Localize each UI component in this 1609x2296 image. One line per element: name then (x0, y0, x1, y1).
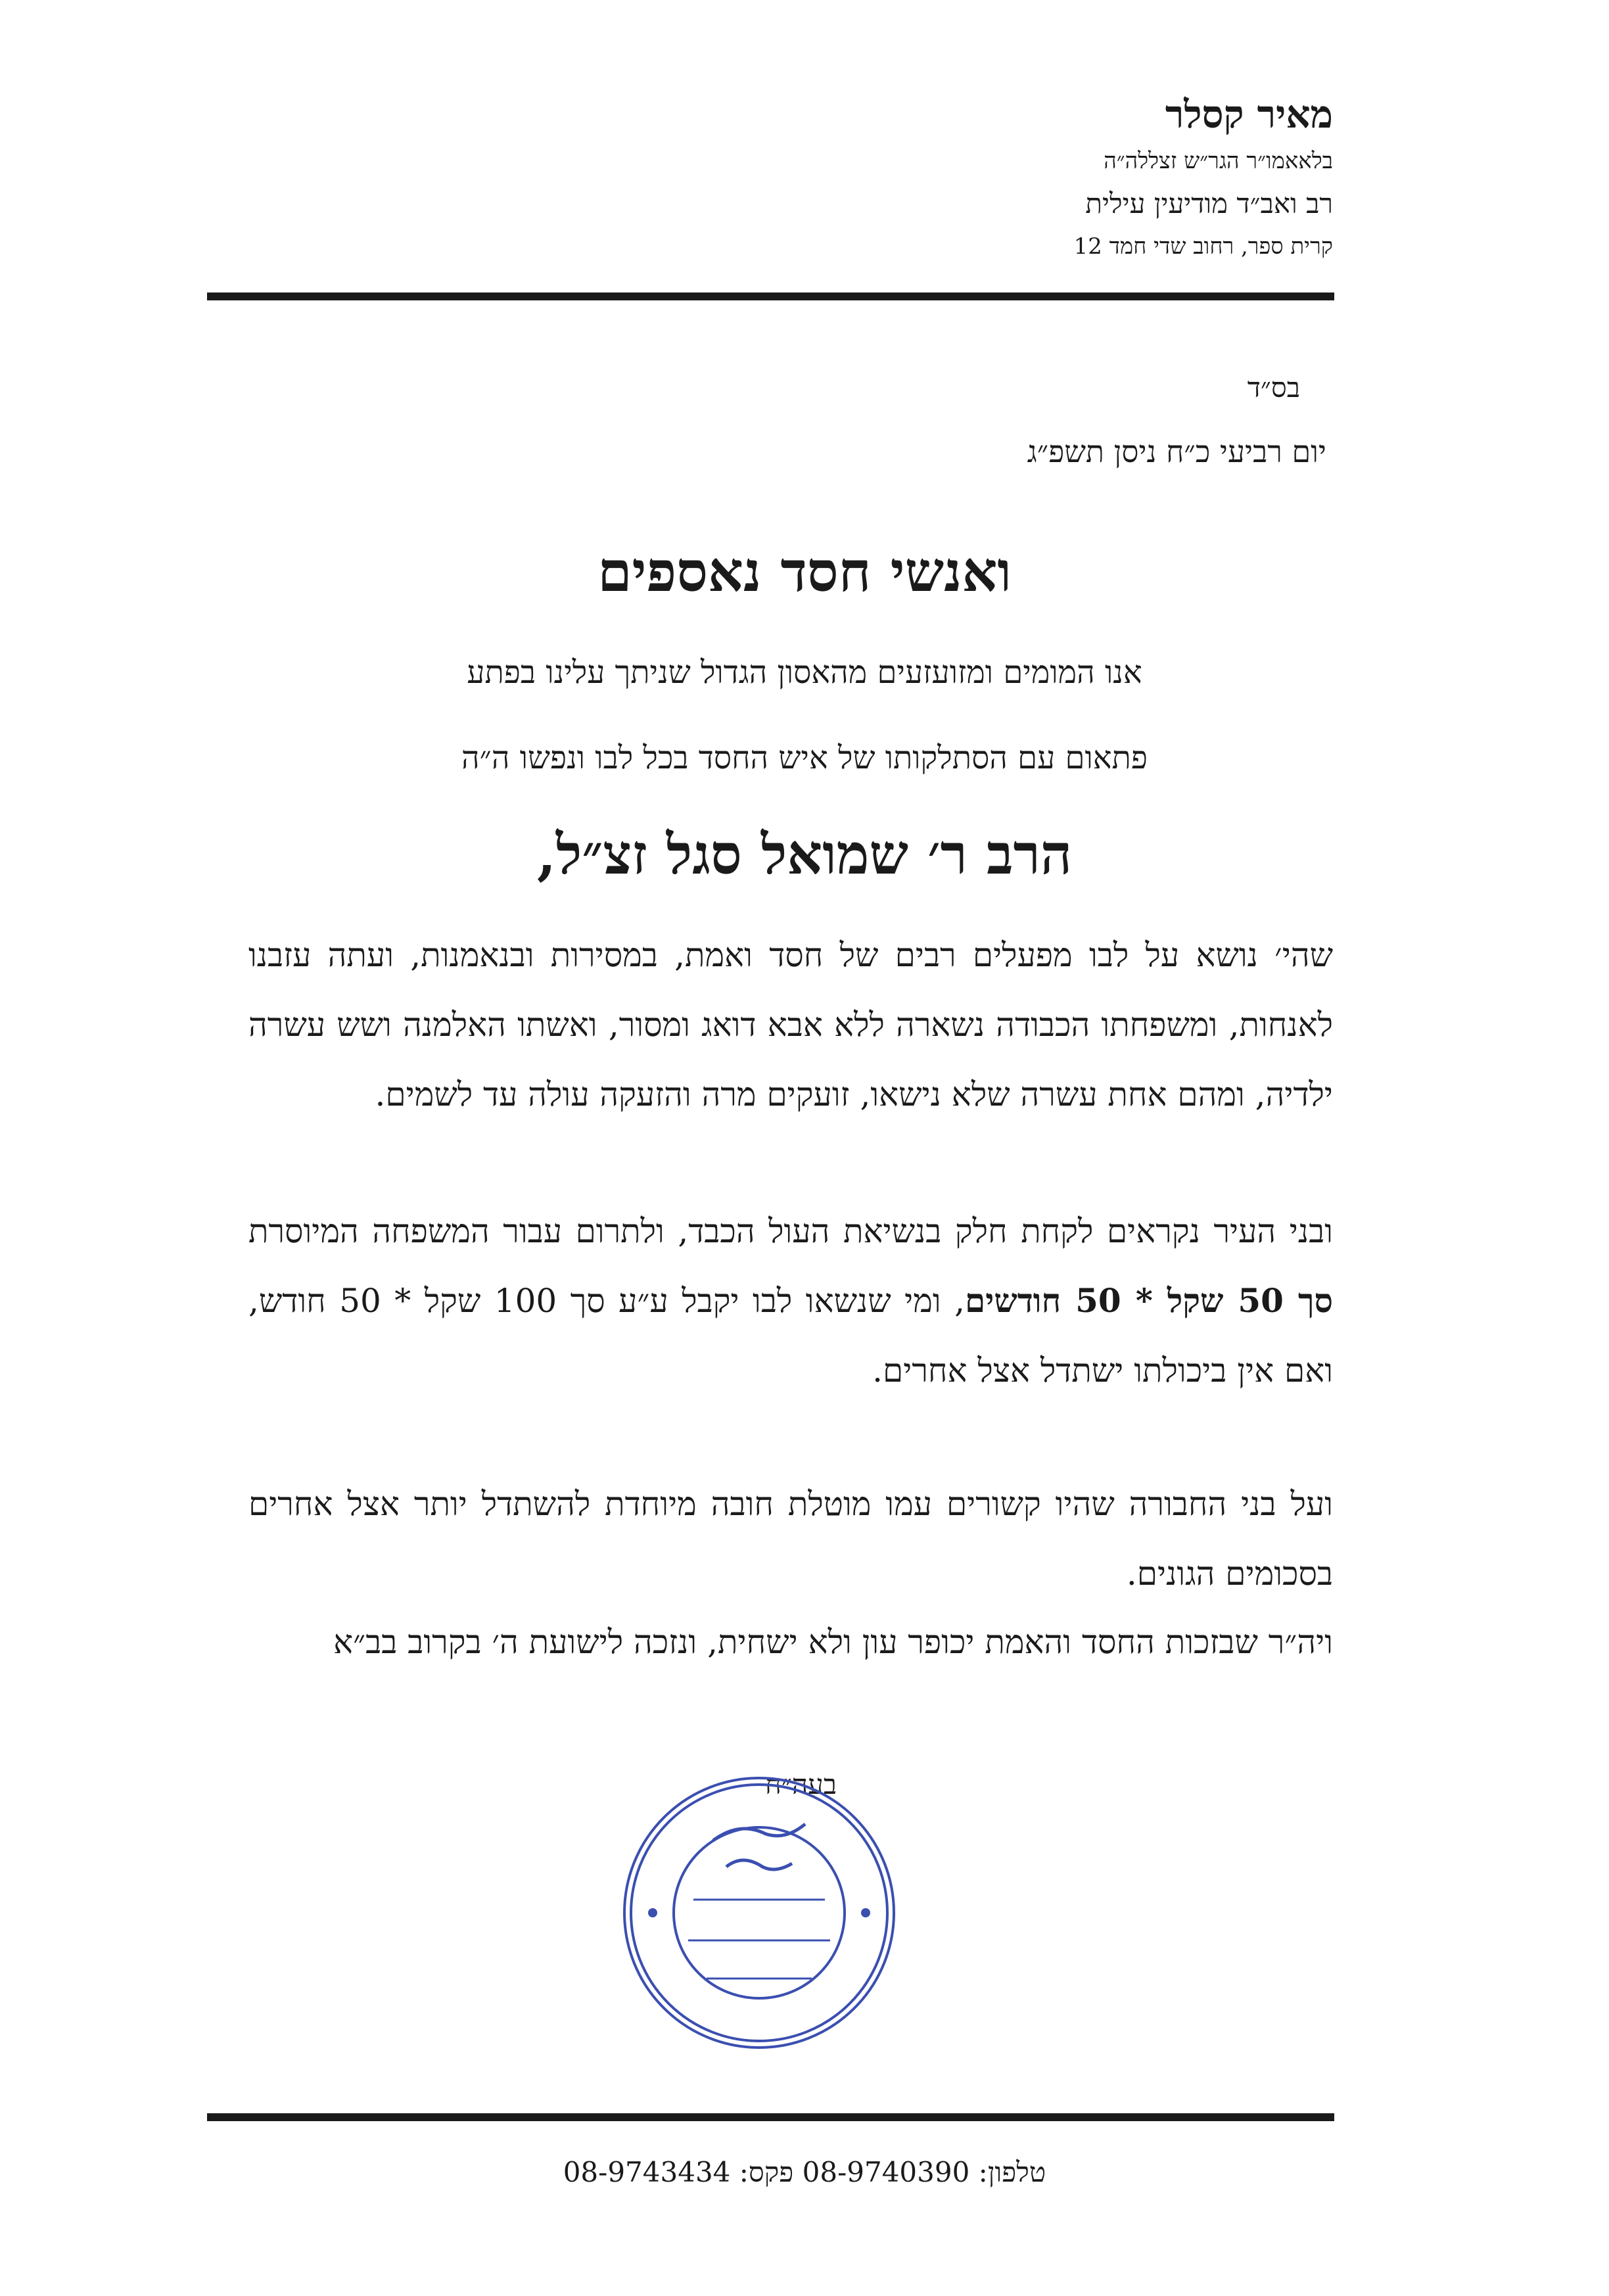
paragraph-2 (248, 1196, 1333, 1405)
paragraph-2-part-b: , ומי שנשאו לבו יקבל ע״ע סך 100 שקל * 50 חודש, ואם אין ביכולתו ישתדל אצל אחרים. (248, 1282, 1333, 1390)
footer-contact: טלפון: 08-9740390 פקס: 08-9743434 (563, 2156, 1046, 2188)
letterhead-name: מאיר קסלר (1165, 92, 1333, 137)
intro-line-2: פתאום עם הסתלקותו של איש החסד בכל לבו ונפשו ה״ה (461, 739, 1148, 776)
header-divider (207, 293, 1334, 300)
paragraph-2-part-a: ובני העיר נקראים לקחת חלק בנשיאת העול הכבד, ולתרום עבור המשפחה המיוסרת (248, 1212, 1333, 1250)
letter-title: ואנשי חסד נאספים (597, 539, 1012, 604)
bsd-mark: בס״ד (1247, 371, 1300, 404)
letter-date: יום רביעי כ״ח ניסן תשפ״ג (1027, 434, 1326, 469)
signoff: בעה״ח (765, 1768, 837, 1800)
letterhead-lineage: בלאאמו״ר הגר״ש זצללה״ה (1104, 148, 1333, 174)
letterhead-address: קרית ספר, רחוב שדי חמד 12 (1073, 233, 1333, 260)
letterhead-title: רב ואב״ד מודיעין עילית (1085, 187, 1333, 220)
footer-divider (207, 2113, 1334, 2121)
deceased-name: הרב ר׳ שמואל סגל זצ״ל, (536, 822, 1073, 887)
intro-line-1: אנו המומים ומזועזעים מהאסון הגדול שניתך עלינו בפתע (467, 654, 1142, 691)
rabbi-stamp (615, 1768, 904, 2057)
paragraph-3: ועל בני החבורה שהיו קשורים עמו מוטלת חובה מיוחדת להשתדל יותר אצל אחרים בסכומים הגונים. (248, 1485, 1333, 1593)
paragraph-4: ויה״ר שבזכות החסד והאמת יכופר עון ולא ישחית, ונזכה לישועת ה׳ בקרוב בב״א (333, 1623, 1333, 1661)
paragraph-2-amount: סך 50 שקל * 50 חודשים (965, 1281, 1333, 1320)
paragraph-1: שהי׳ נושא על לבו מפעלים רבים של חסד ואמת, במסירות ובנאמנות, ועתה עזבנו לאנחות, ומשפחתו הכבודה נשארה ללא אבא דואג ומסור, ואשתו האלמנה ושש עשרה ילדיה, ומהם אחת עשרה שלא נישאו, זועקים מרה והזעקה עולה עד לשמים. (248, 936, 1333, 1113)
